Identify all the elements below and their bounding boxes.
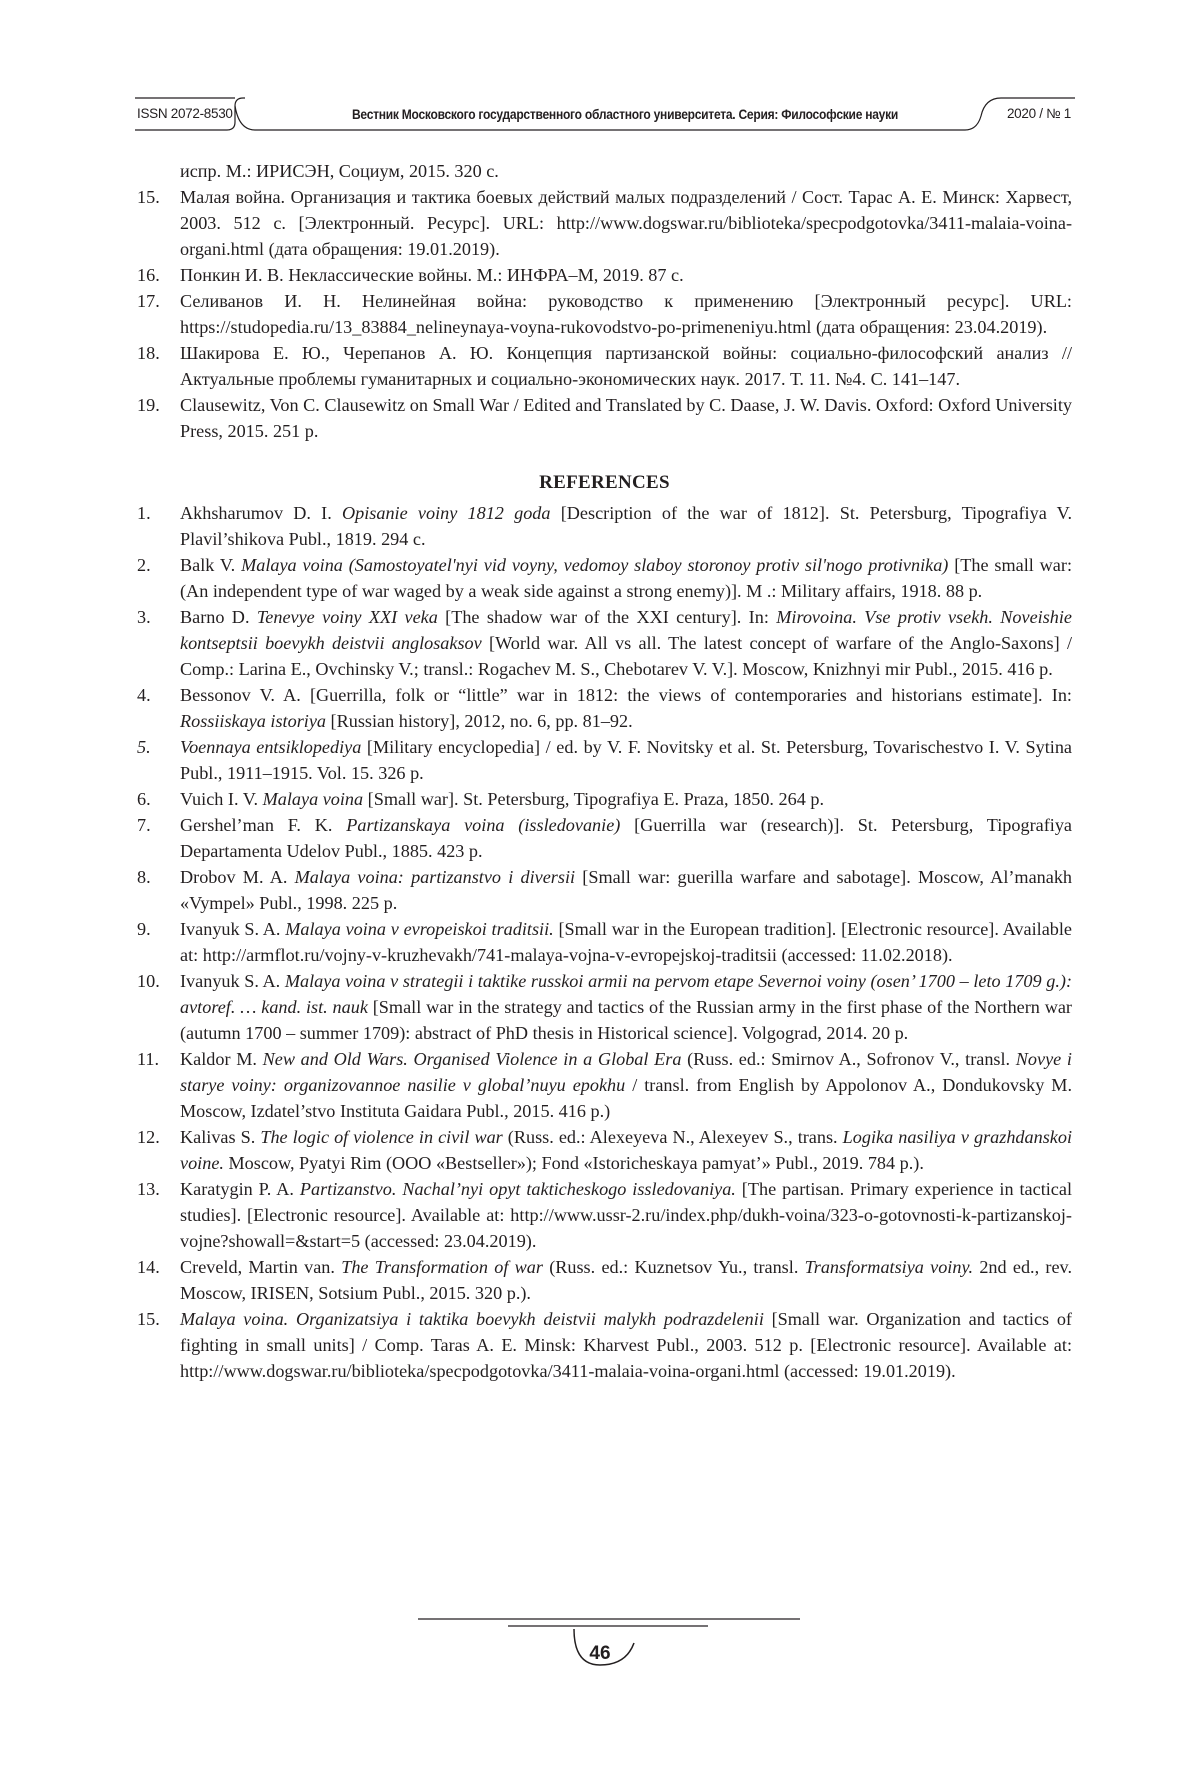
reference-text: [Small war in the European tradition]. [Electronic resource]. Available at: http://armflot.ru/vojny-v-kruzhevakh/741-malaya-vojna-v-evropejskoj-traditsii (accessed: 11.02.2018). <box>180 919 1072 965</box>
reference-title-italic: Voennaya entsiklopediya <box>180 737 361 757</box>
reference-text: Balk V. <box>180 555 241 575</box>
reference-number: 18. <box>137 340 160 366</box>
page-footer <box>0 1615 1200 1685</box>
reference-number: 11. <box>137 1046 159 1072</box>
reference-text: Понкин И. В. Неклассические войны. М.: ИНФРА–М, 2019. 87 с. <box>180 265 684 285</box>
reference-number: 8. <box>137 864 151 890</box>
reference-text: [Description of the war of 1812]. St. Petersburg, Tipografiya V. Plavil’shikova Publ., 1819. 294 c. <box>180 503 1072 549</box>
reference-number: 6. <box>137 786 151 812</box>
reference-text: [World war. All vs all. The latest concept of warfare of the Anglo-Saxons] / Comp.: Larina E., Ovchinsky V.; transl.: Rogachev M. S., Chebotarev V. V.]. Moscow, Knizhnyi mir Publ., 2015. 416 p. <box>180 633 1072 679</box>
reference-title-italic: Malaya voina (Samostoyatel'nyi vid voyny, vedomoy slaboy storonoy protiv sil'nogo protivnika) <box>241 555 948 575</box>
reference-title-italic: Transformatsiya voiny. <box>805 1257 973 1277</box>
reference-item <box>137 1176 1072 1254</box>
reference-text: [Russian history], 2012, no. 6, pp. 81–92. <box>326 711 633 731</box>
reference-title-italic: New and Old Wars. Organised Violence in a Global Era <box>263 1049 682 1069</box>
reference-number: 19. <box>137 392 160 418</box>
reference-number: 2. <box>137 552 151 578</box>
reference-item <box>137 864 1072 916</box>
reference-title-italic: Logika nasiliya v grazhdanskoi voine. <box>180 1127 1072 1173</box>
reference-text: Kalivas S. <box>180 1127 260 1147</box>
reference-item <box>137 786 1072 812</box>
reference-item <box>137 158 1072 184</box>
reference-text: (Russ. ed.: Kuznetsov Yu., transl. <box>543 1257 805 1277</box>
reference-item <box>137 968 1072 1046</box>
reference-text: / transl. from English by Appolonov A., Dondukovsky M. Moscow, Izdatel’stvo Instituta Gaidara Publ., 2015. 416 p.) <box>180 1075 1072 1121</box>
reference-text: испр. М.: ИРИСЭН, Социум, 2015. 320 с. <box>180 161 499 181</box>
issue-label: 2020 / № 1 <box>1007 106 1071 121</box>
reference-title-italic: Mirovoina. Vse protiv vsekh. Noveishie kontseptsii boevykh deistvii anglosaksov <box>180 607 1072 653</box>
reference-item <box>137 604 1072 682</box>
reference-item <box>137 682 1072 734</box>
reference-title-italic: Partizanskaya voina (issledovanie) <box>346 815 620 835</box>
journal-title: Вестник Московского государственного областного университета. Серия: Философские науки <box>333 106 918 122</box>
reference-text: Gershel’man F. K. <box>180 815 346 835</box>
reference-text: [Military encyclopedia] / ed. by V. F. Novitsky et al. St. Petersburg, Tovarischestvo I. V. Sytina Publ., 1911–1915. Vol. 15. 326 p. <box>180 737 1072 783</box>
reference-text: Vuich I. V. <box>180 789 263 809</box>
reference-number: 3. <box>137 604 151 630</box>
reference-number: 10. <box>137 968 160 994</box>
reference-number: 12. <box>137 1124 160 1150</box>
running-header <box>135 92 1075 140</box>
reference-item <box>137 552 1072 604</box>
reference-item <box>137 392 1072 444</box>
reference-number: 17. <box>137 288 160 314</box>
reference-text: [Small war. Organization and tactics of fighting in small units] / Comp. Taras A. E. Minsk: Kharvest Publ., 2003. 512 p. [Electronic resource]. Available at: http://www.dogswar.ru/biblioteka/specpodgotovka/3411-malaia-voina-organi.html (accessed: 19.01.2019). <box>180 1309 1072 1381</box>
reference-text: Малая война. Организация и тактика боевых действий малых подразделений / Сост. Тарас А. Е. Минск: Харвест, 2003. 512 с. [Электронный. Ресурс]. URL: http://www.dogswar.ru/biblioteka/specpodgotovka/3411-malaia-voina-organi.html (дата обращения: 19.01.2019). <box>180 187 1072 259</box>
reference-title-italic: Opisanie voiny 1812 goda <box>342 503 550 523</box>
reference-number: 15. <box>137 1306 160 1332</box>
reference-title-italic: Malaya voina v strategii i taktike russkoi armii na pervom etape Severnoi voiny (osen’ 1700 – leto 1709 g.): avtoref. … kand. ist. nauk <box>180 971 1072 1017</box>
reference-number: 1. <box>137 500 151 526</box>
reference-item <box>137 1124 1072 1176</box>
reference-text: [Small war in the strategy and tactics of the Russian army in the first phase of the Northern war (autumn 1700 – summer 1709): abstract of PhD thesis in Historical science]. Volgograd, 2014. 20 p. <box>180 997 1072 1043</box>
reference-item <box>137 916 1072 968</box>
references-en-list <box>137 500 1072 1384</box>
reference-item <box>137 288 1072 340</box>
reference-item <box>137 734 1072 786</box>
reference-text: [Small war]. St. Petersburg, Tipografiya E. Praza, 1850. 264 p. <box>363 789 824 809</box>
reference-number: 7. <box>137 812 151 838</box>
page-body <box>137 158 1072 1384</box>
reference-number: 5. <box>137 734 151 760</box>
page-number: 46 <box>570 1643 630 1665</box>
reference-number: 15. <box>137 184 160 210</box>
reference-text: Karatygin P. A. <box>180 1179 300 1199</box>
reference-text: (Russ. ed.: Smirnov A., Sofronov V., transl. <box>681 1049 1015 1069</box>
reference-item <box>137 1306 1072 1384</box>
reference-text: [The partisan. Primary experience in tactical studies]. [Electronic resource]. Available at: http://www.ussr-2.ru/index.php/dukh-voina/323-o-gotovnosti-k-partizanskoj-vojne?showall=&start=5 (accessed: 23.04.2019). <box>180 1179 1072 1251</box>
reference-item <box>137 1254 1072 1306</box>
reference-title-italic: Malaya voina <box>263 789 364 809</box>
reference-number: 16. <box>137 262 160 288</box>
references-ru-list <box>137 158 1072 444</box>
reference-title-italic: Novye i starye voiny: organizovannoe nasilie v global’nuyu epokhu <box>180 1049 1072 1095</box>
reference-item <box>137 500 1072 552</box>
reference-text: Bessonov V. A. [Guerrilla, folk or “little” war in 1812: the views of contemporaries and historians estimate]. In: <box>180 685 1072 705</box>
reference-text: Ivanyuk S. A. <box>180 971 285 991</box>
reference-number: 4. <box>137 682 151 708</box>
reference-text: Drobov M. A. <box>180 867 295 887</box>
reference-number: 9. <box>137 916 151 942</box>
reference-text: [Guerrilla war (research)]. St. Petersburg, Tipografiya Departamenta Udelov Publ., 1885. 423 p. <box>180 815 1072 861</box>
reference-text: Barno D. <box>180 607 257 627</box>
reference-text: Moscow, Pyatyi Rim (OOO «Bestseller»); Fond «Istoricheskaya pamyat’» Publ., 2019. 784 p.). <box>224 1153 924 1173</box>
reference-number: 14. <box>137 1254 160 1280</box>
issn-label: ISSN 2072-8530 <box>137 106 233 121</box>
reference-title-italic: Malaya voina v evropeiskoi traditsii. <box>285 919 553 939</box>
reference-item <box>137 184 1072 262</box>
reference-text: Creveld, Martin van. <box>180 1257 341 1277</box>
reference-text: Clausewitz, Von C. Clausewitz on Small War / Edited and Translated by C. Daase, J. W. Davis. Oxford: Oxford University Press, 2015. 251 p. <box>180 395 1072 441</box>
reference-text: 2nd ed., rev. Moscow, IRISEN, Sotsium Publ., 2015. 320 p.). <box>180 1257 1072 1303</box>
reference-title-italic: Partizanstvo. Nachal’nyi opyt takticheskogo issledovaniya. <box>300 1179 736 1199</box>
references-heading: REFERENCES <box>137 470 1072 496</box>
reference-text: Akhsharumov D. I. <box>180 503 342 523</box>
reference-title-italic: The logic of violence in civil war <box>260 1127 502 1147</box>
reference-text: Kaldor M. <box>180 1049 263 1069</box>
reference-title-italic: Rossiiskaya istoriya <box>180 711 326 731</box>
reference-text: Селиванов И. Н. Нелинейная война: руководство к применению [Электронный ресурс]. URL: https://studopedia.ru/13_83884_nelineynaya-voyna-rukovodstvo-po-primeneniyu.html (дата обращения: 23.04.2019). <box>180 291 1072 337</box>
reference-number: 13. <box>137 1176 160 1202</box>
reference-text: Шакирова Е. Ю., Черепанов А. Ю. Концепция партизанской войны: социально-философский анализ // Актуальные проблемы гуманитарных и социально-экономических наук. 2017. Т. 11. №4. С. 141–147. <box>180 343 1072 389</box>
reference-text: (Russ. ed.: Alexeyeva N., Alexeyev S., trans. <box>503 1127 843 1147</box>
reference-text: [Small war: guerilla warfare and sabotage]. Moscow, Al’manakh «Vympel» Publ., 1998. 225 p. <box>180 867 1072 913</box>
reference-item <box>137 1046 1072 1124</box>
reference-text: Ivanyuk S. A. <box>180 919 285 939</box>
reference-item <box>137 262 1072 288</box>
reference-item <box>137 340 1072 392</box>
reference-title-italic: The Transformation of war <box>341 1257 543 1277</box>
reference-title-italic: Malaya voina: partizanstvo i diversii <box>295 867 575 887</box>
reference-title-italic: Tenevye voiny XXI veka <box>257 607 438 627</box>
reference-item <box>137 812 1072 864</box>
reference-text: [The shadow war of the XXI century]. In: <box>438 607 776 627</box>
reference-text: [The small war: (An independent type of war waged by a weak side against a strong enemy)]. M .: Military affairs, 1918. 88 p. <box>180 555 1072 601</box>
reference-title-italic: Malaya voina. Organizatsiya i taktika boevykh deistvii malykh podrazdelenii <box>180 1309 764 1329</box>
